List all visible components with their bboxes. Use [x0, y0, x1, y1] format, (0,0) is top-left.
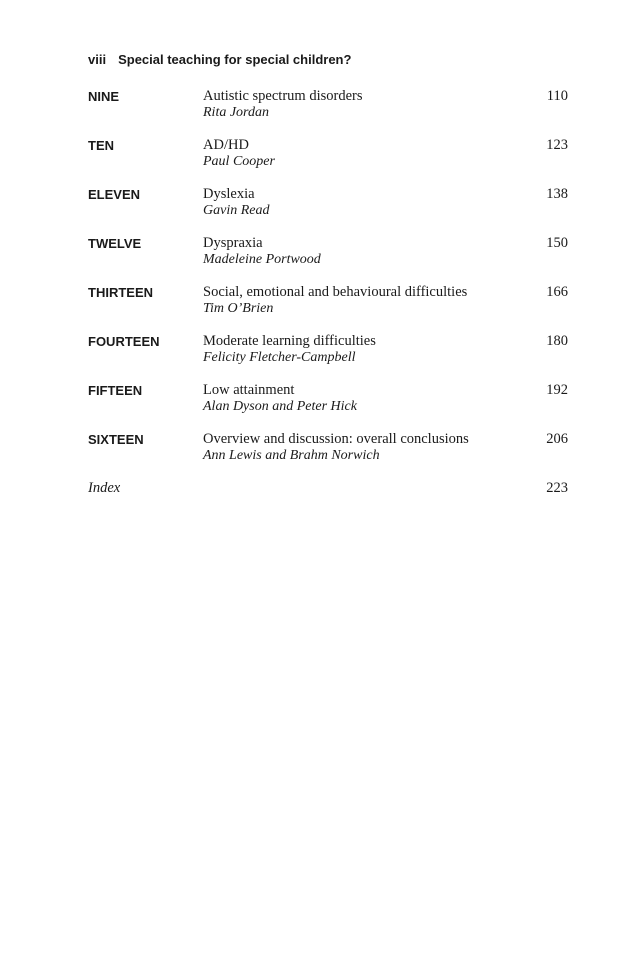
running-head — [88, 50, 570, 70]
toc-list — [88, 88, 570, 500]
page-number: 150 — [546, 235, 568, 251]
chapter-author: Madeleine Portwood — [203, 252, 321, 267]
toc-page — [88, 50, 570, 500]
chapter-title: Social, emotional and behavioural difficulties — [203, 284, 468, 300]
toc-entry[interactable] — [88, 431, 570, 480]
toc-entry[interactable] — [88, 235, 570, 284]
chapter-author: Ann Lewis and Brahm Norwich — [203, 448, 380, 463]
chapter-number: NINE — [88, 89, 120, 104]
chapter-number: SIXTEEN — [88, 432, 144, 447]
chapter-author: Rita Jordan — [203, 105, 269, 120]
toc-entry[interactable] — [88, 284, 570, 333]
chapter-number: FOURTEEN — [88, 334, 160, 349]
chapter-title: Overview and discussion: overall conclusions — [203, 431, 469, 447]
book-title: Special teaching for special children? — [118, 52, 352, 67]
chapter-author: Gavin Read — [203, 203, 270, 218]
page-number: 110 — [546, 88, 568, 104]
page-number: 192 — [546, 382, 568, 398]
page-number: 166 — [546, 284, 568, 300]
chapter-number: TWELVE — [88, 236, 142, 251]
index-label: Index — [88, 480, 121, 496]
chapter-author: Alan Dyson and Peter Hick — [203, 399, 357, 414]
page-number: 138 — [546, 186, 568, 202]
page-folio: viii — [88, 52, 107, 67]
page-number: 206 — [546, 431, 568, 447]
index-page-number: 223 — [546, 480, 568, 496]
chapter-number: ELEVEN — [88, 187, 141, 202]
chapter-title: Moderate learning difficulties — [203, 333, 376, 349]
toc-entry[interactable] — [88, 333, 570, 382]
toc-entry[interactable] — [88, 382, 570, 431]
chapter-number: THIRTEEN — [88, 285, 153, 300]
toc-entry[interactable] — [88, 137, 570, 186]
index-entry[interactable] — [88, 480, 570, 500]
chapter-title: Low attainment — [203, 382, 295, 398]
chapter-title: AD/HD — [203, 137, 249, 153]
page-number: 123 — [546, 137, 568, 153]
page-number: 180 — [546, 333, 568, 349]
chapter-title: Dyspraxia — [203, 235, 263, 251]
toc-entry[interactable] — [88, 88, 570, 137]
chapter-number: TEN — [88, 138, 114, 153]
chapter-author: Tim O’Brien — [203, 301, 274, 316]
chapter-title: Dyslexia — [203, 186, 255, 202]
chapter-author: Paul Cooper — [203, 154, 275, 169]
chapter-author: Felicity Fletcher-Campbell — [203, 350, 356, 365]
toc-entry[interactable] — [88, 186, 570, 235]
chapter-number: FIFTEEN — [88, 383, 143, 398]
chapter-title: Autistic spectrum disorders — [203, 88, 363, 104]
